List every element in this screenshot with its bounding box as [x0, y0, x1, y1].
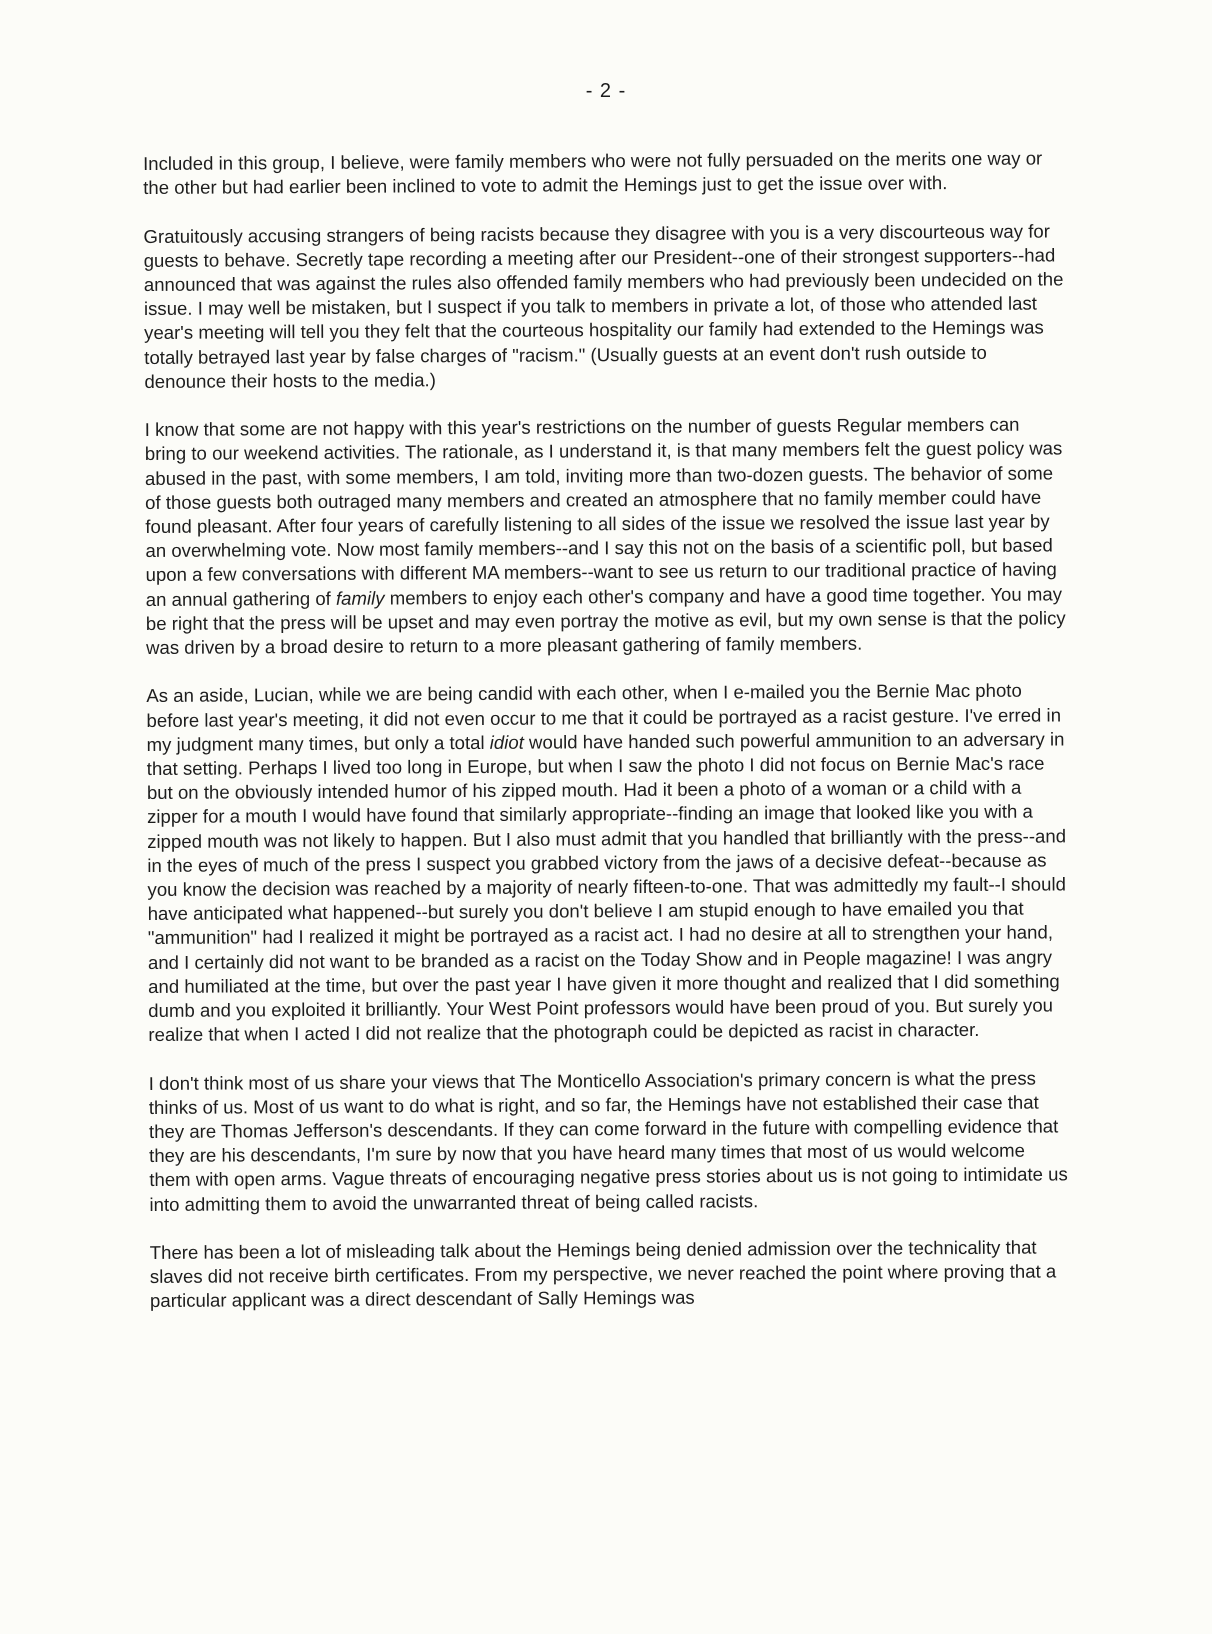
letter-body	[143, 146, 1070, 1337]
paragraph-text: Gratuitously accusing strangers of being racists because they disagree with you is a very discourteous way for guests to behave. Secretly tape recording a meeting after our President--one of their strongest supporters--had announced that was against the rules also offended family members who had previously been undecided on the issue. I may well be mistaken, but I suspect if you talk to members in private a lot, of those who attended last year's meeting will tell you they felt that the courteous hospitality our family had extended to the Hemings was totally betrayed last year by false charges of "racism." (Usually guests at an event don't rush outside to denounce their hosts to the media.)	[143, 220, 1064, 392]
emphasized-text: idiot	[489, 731, 524, 753]
paragraph-text: Included in this group, I believe, were family members who were not fully persuaded on the merits one way or the other but had earlier been inclined to vote to admit the Hemings just to get the issue over with.	[143, 147, 1043, 199]
paragraph-text: I don't think most of us share your views that The Monticello Association's primary concern is what the press thinks of us. Most of us want to do what is right, and so far, the Hemings have not established their case that they are Thomas Jefferson's descendants. If they can come forward in the future with compelling evidence that they are his descendants, I'm sure by now that you have heard many times that most of us would welcome them with open arms. Vague threats of encouraging negative press stories about us is not going to intimidate us into admitting them to avoid the unwarranted threat of being called racists.	[148, 1067, 1068, 1215]
emphasized-text: family	[335, 587, 385, 609]
paragraph-text: I know that some are not happy with this year's restrictions on the number of guests Regular members can bring to our weekend activities. The rationale, as I understand it, is that many members felt the guest policy was abused in the past, with some members, I am told, inviting more than two-dozen guests. The behavior of some of those guests both outraged many members and created an atmosphere that no family member could have found pleasant. After four years of carefully listening to all sides of the issue we resolved the issue last year by an overwhelming vote. Now most family members--and I say this not on the basis of a scientific poll, but based upon a few conversations with different MA members--want to see us return to our traditional practice of having an annual gathering of	[144, 413, 1063, 610]
page-number: - 2 -	[585, 80, 627, 102]
body-paragraph	[149, 1066, 1070, 1217]
paragraph-text: members to enjoy each other's company and have a good time together. You may be right that the press will be upset and may even portray the motive as evil, but my own sense is that the policy was driven by a broad desire to return to a more pleasant gathering of family members.	[145, 583, 1066, 659]
paragraph-text: As an aside, Lucian, while we are being candid with each other, when I e-mailed you the Bernie Mac photo before last year's meeting, it did not even occur to me that it could be portrayed as a racist gesture. I've erred in my judgment many times, but only a total	[146, 680, 1062, 755]
body-paragraph	[145, 413, 1066, 661]
body-paragraph	[143, 146, 1063, 200]
body-paragraph	[150, 1235, 1070, 1313]
paragraph-text: would have handed such powerful ammunition to an adversary in that setting. Perhaps I lived too long in Europe, but when I saw the photo I did not focus on Bernie Mac's race but on the obviously intended humor of his zipped mouth. Had it been a photo of a woman or a child with a zipper for a mouth I would have found that similarly appropriate--finding an image that looked like you with a zipped mouth was not likely to happen. But I also must admit that you handled that brilliantly with the press--and in the eyes of much of the press I suspect you grabbed victory from the jaws of a decisive defeat--because as you know the decision was reached by a majority of nearly fifteen-to-one. That was admittedly my fault--I should have anticipated what happened--but surely you don't believe I am stupid enough to have emailed you that "ammunition" had I realized it might be portrayed as a racist act. I had no desire at all to strengthen your hand, and I certainly did not want to be branded as a racist on the Today Show and in People magazine! I was angry and humiliated at the time, but over the past year I have given it more thought and realized that I did something dumb and you exploited it brilliantly. Your West Point professors would have been proud of you. But surely you realize that when I acted I did not realize that the photograph could be depicted as racist in character.	[146, 728, 1067, 1046]
body-paragraph	[143, 219, 1064, 394]
body-paragraph	[146, 679, 1068, 1048]
paragraph-text: There has been a lot of misleading talk about the Hemings being denied admission over the technicality that slaves did not receive birth certificates. From my perspective, we never reached the point where proving that a particular applicant was a direct descendant of Sally Hemings was	[149, 1236, 1057, 1312]
